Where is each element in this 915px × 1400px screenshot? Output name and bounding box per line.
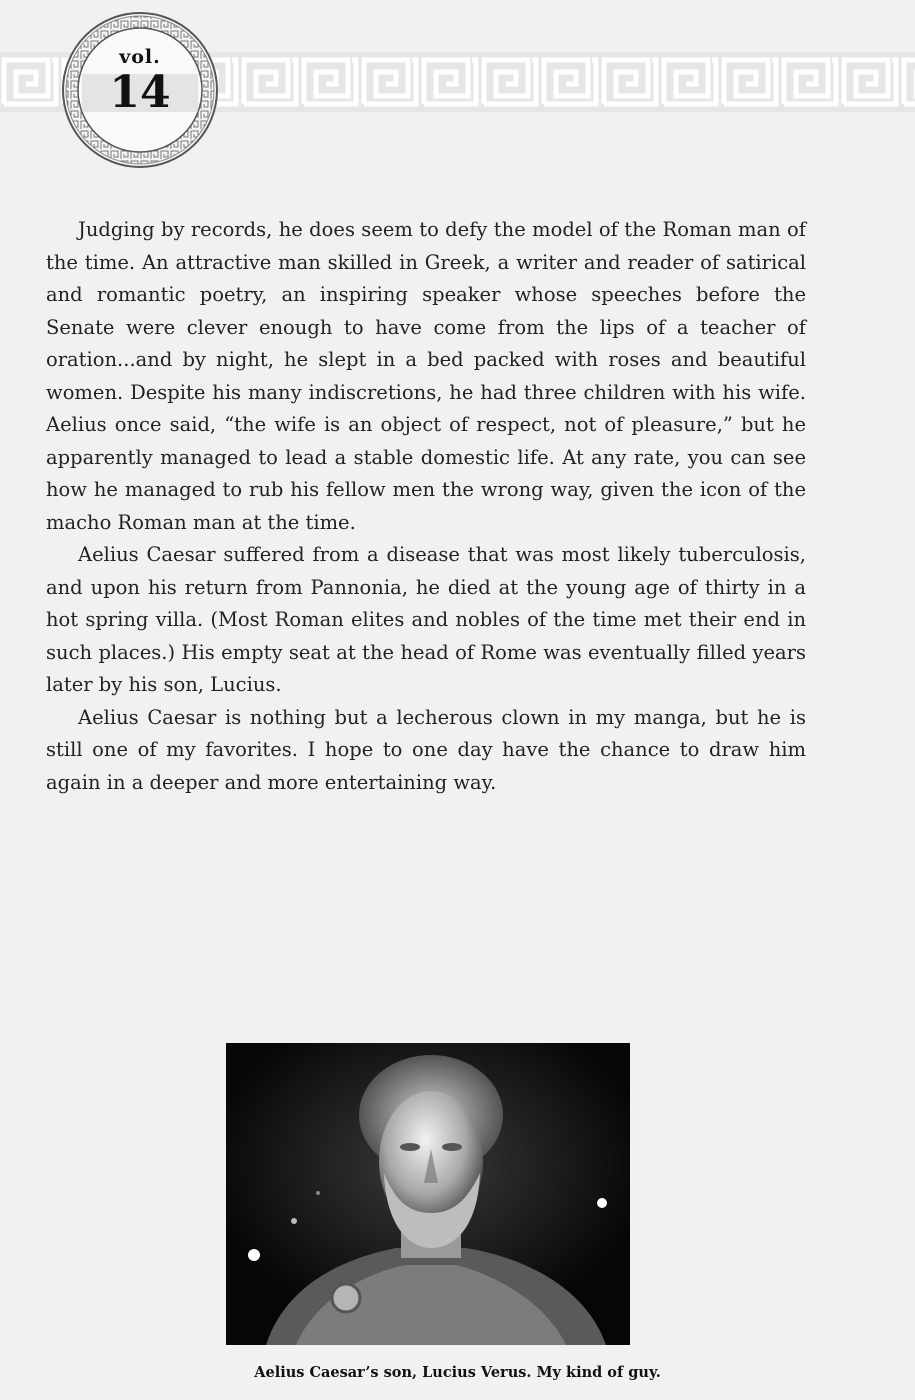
badge-volume-number: 14: [109, 67, 171, 118]
badge-vol-label: vol.: [119, 46, 161, 68]
article-body: [46, 214, 806, 799]
photo-caption: Aelius Caesar’s son, Lucius Verus. My kind of guy.: [254, 1364, 661, 1381]
paragraph: Aelius Caesar suffered from a disease that was most likely tuberculosis, and upon his return from Pannonia, he died at the young age of thirty in a hot spring villa. (Most Roman elites and nobles of the time met their end in such places.) His empty seat at the head of Rome was eventually filled years later by his son, Lucius.: [46, 543, 806, 696]
paragraph: Judging by records, he does seem to defy the model of the Roman man of the time. An attractive man skilled in Greek, a writer and reader of satirical and romantic poetry, an inspiring speaker whose speeches before the Senate were clever enough to have come from the lips of a teacher of oration...and by night, he slept in a bed packed with roses and beautiful women. Despite his many indiscretions, he had three children with his wife. Aelius once said, “the wife is an object of respect, not of pleasure,” but he apparently managed to lead a stable domestic life. At any rate, you can see how he managed to rub his fellow men the wrong way, given the icon of the macho Roman man at the time.: [46, 218, 806, 534]
paragraph: Aelius Caesar is nothing but a lecherous clown in my manga, but he is still one of my favorites. I hope to one day have the chance to draw him again in a deeper and more entertaining way.: [46, 705, 806, 794]
bust-photo: [226, 1043, 630, 1345]
